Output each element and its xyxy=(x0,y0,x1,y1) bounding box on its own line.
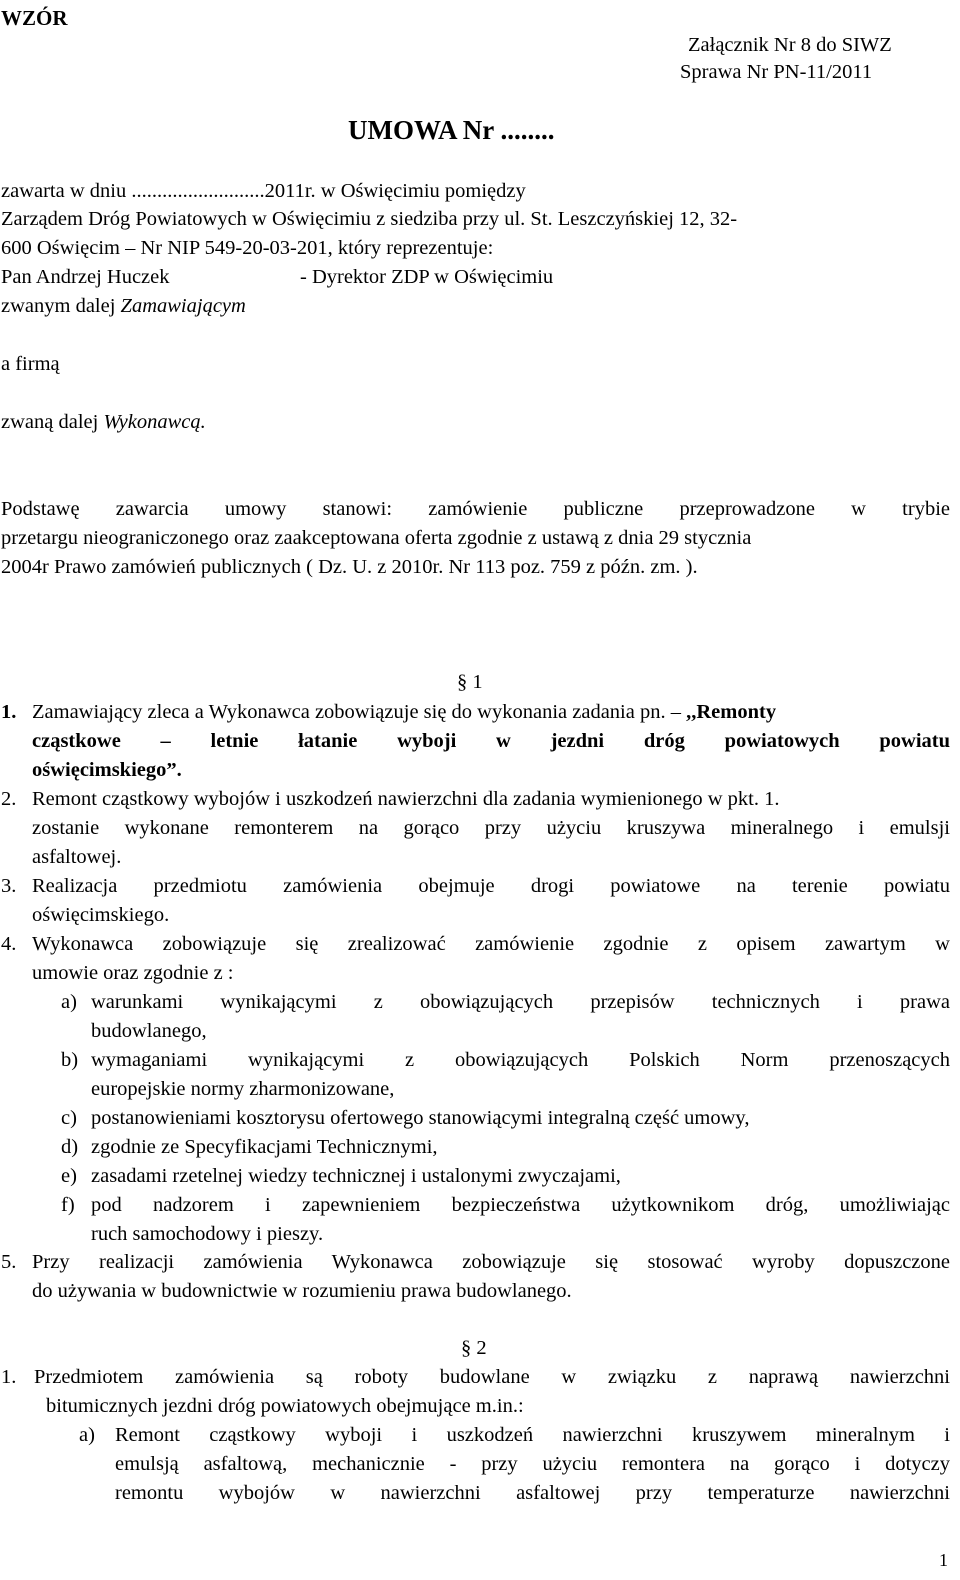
s1-p4-number: 4. xyxy=(1,933,17,955)
s2-item-a-line-3: remontu wybojów w nawierzchni asfaltowej przy temperaturze nawierzchni xyxy=(115,1482,950,1504)
s1-p1-text: Zamawiający zleca a Wykonawca zobowiązuje się do wykonania zadania pn. xyxy=(32,701,666,723)
page-number: 1 xyxy=(939,1550,948,1570)
item-d-letter: d) xyxy=(61,1136,79,1158)
s1-p1-line-1 xyxy=(32,702,776,723)
item-f-letter: f) xyxy=(61,1194,75,1216)
document-title: UMOWA Nr ........ xyxy=(348,115,555,145)
item-b-line-1: wymaganiami wynikającymi z obowiązujących Polskich Norm przenoszących xyxy=(91,1049,950,1071)
s1-p4-line-1: Wykonawca zobowiązuje się zrealizować zamówienie zgodnie z opisem zawartym w xyxy=(32,933,950,955)
s1-p1-number: 1. xyxy=(1,701,17,723)
s1-p2-line-3: asfaltowej. xyxy=(32,846,122,868)
s1-p5-line-2: do używania w budownictwie w rozumieniu prawa budowlanego. xyxy=(32,1280,572,1302)
basis-line-2: przetargu nieograniczonego oraz zaakceptowana oferta zgodnie z ustawą z dnia 29 stycznia xyxy=(1,527,752,549)
s2-item-a-line-2: emulsją asfaltową, mechanicznie - przy użyciu remontera na gorąco i dotyczy xyxy=(115,1453,950,1475)
wzor-label: WZÓR xyxy=(1,6,68,30)
case-number: Sprawa Nr PN-11/2011 xyxy=(680,61,873,83)
s2-p1-line-1: Przedmiotem zamówienia są roboty budowlane w związku z naprawą nawierzchni xyxy=(34,1366,950,1388)
parties-line-1: zawarta w dniu ..........................2011r. w Oświęcimiu pomiędzy xyxy=(1,180,526,202)
item-f-line-1: pod nadzorem i zapewnieniem bezpieczeństwa użytkownikom dróg, umożliwiając xyxy=(91,1194,950,1216)
s2-item-a-letter: a) xyxy=(79,1424,95,1446)
s1-p2-line-1: Remont cząstkowy wybojów i uszkodzeń nawierzchni dla zadania wymienionego w pkt. 1. xyxy=(32,788,780,810)
s2-p1-line-2: bitumicznych jezdni dróg powiatowych obejmujące m.in.: xyxy=(46,1395,524,1417)
s1-p2-line-2: zostanie wykonane remonterem na gorąco przy użyciu kruszywa mineralnego i emulsji xyxy=(32,817,950,839)
contractor-line xyxy=(1,412,206,433)
s2-item-a-line-1: Remont cząstkowy wyboji i uszkodzeń nawierzchni kruszywem mineralnym i xyxy=(115,1424,950,1446)
contractor-role: Wykonawcą. xyxy=(103,411,206,433)
firm-label: a firmą xyxy=(1,353,60,375)
item-d-line-1: zgodnie ze Specyfikacjami Technicznymi, xyxy=(91,1136,438,1158)
item-a-letter: a) xyxy=(61,991,77,1013)
ordering-party-line xyxy=(1,296,246,317)
s2-p1-number: 1. xyxy=(1,1366,17,1388)
s1-p1-task-start: ,,Remonty xyxy=(686,701,777,723)
s1-p4-line-2: umowie oraz zgodnie z : xyxy=(32,962,234,984)
item-c-line-1: postanowieniami kosztorysu ofertowego stanowiącymi integralną część umowy, xyxy=(91,1107,750,1129)
section-2-heading: § 2 xyxy=(461,1337,487,1359)
s1-p1-line-2: cząstkowe – letnie łatanie wyboji w jezdni dróg powiatowych powiatu xyxy=(32,730,950,752)
item-b-letter: b) xyxy=(61,1049,79,1071)
item-f-line-2: ruch samochodowy i pieszy. xyxy=(91,1223,324,1245)
representative-role: - Dyrektor ZDP w Oświęcimiu xyxy=(300,266,554,288)
parties-line-3: 600 Oświęcim – Nr NIP 549-20-03-201, który reprezentuje: xyxy=(1,237,494,259)
item-a-line-1: warunkami wynikającymi z obowiązujących przepisów technicznych i prawa xyxy=(91,991,950,1013)
representative-name: Pan Andrzej Huczek xyxy=(1,266,170,288)
basis-line-3: 2004r Prawo zamówień publicznych ( Dz. U. z 2010r. Nr 113 poz. 759 z późn. zm. ). xyxy=(1,556,698,578)
s1-p3-number: 3. xyxy=(1,875,17,897)
s1-p2-number: 2. xyxy=(1,788,17,810)
ordering-party-prefix: zwanym dalej xyxy=(1,295,121,317)
attachment-label: Załącznik Nr 8 do SIWZ xyxy=(688,34,892,56)
s1-p3-line-1: Realizacja przedmiotu zamówienia obejmuje drogi powiatowe na terenie powiatu xyxy=(32,875,950,897)
s1-p5-line-1: Przy realizacji zamówienia Wykonawca zobowiązuje się stosować wyroby dopuszczone xyxy=(32,1251,950,1273)
parties-line-2: Zarządem Dróg Powiatowych w Oświęcimiu z siedziba przy ul. St. Leszczyńskiej 12, 32- xyxy=(1,208,738,230)
s1-p5-number: 5. xyxy=(1,1251,17,1273)
item-e-letter: e) xyxy=(61,1165,77,1187)
basis-line-1: Podstawę zawarcia umowy stanowi: zamówienie publiczne przeprowadzone w trybie xyxy=(1,498,950,520)
item-e-line-1: zasadami rzetelnej wiedzy technicznej i ustalonymi zwyczajami, xyxy=(91,1165,621,1187)
item-a-line-2: budowlanego, xyxy=(91,1020,207,1042)
item-c-letter: c) xyxy=(61,1107,77,1129)
contractor-prefix: zwaną dalej xyxy=(1,411,104,433)
s1-p3-line-2: oświęcimskiego. xyxy=(32,904,170,926)
item-b-line-2: europejskie normy zharmonizowane, xyxy=(91,1078,395,1100)
ordering-party-role: Zamawiającym xyxy=(120,295,246,317)
s1-p1-line-3: oświęcimskiego”. xyxy=(32,759,182,781)
section-1-heading: § 1 xyxy=(457,671,483,693)
s1-p1-dash: – xyxy=(670,701,681,723)
